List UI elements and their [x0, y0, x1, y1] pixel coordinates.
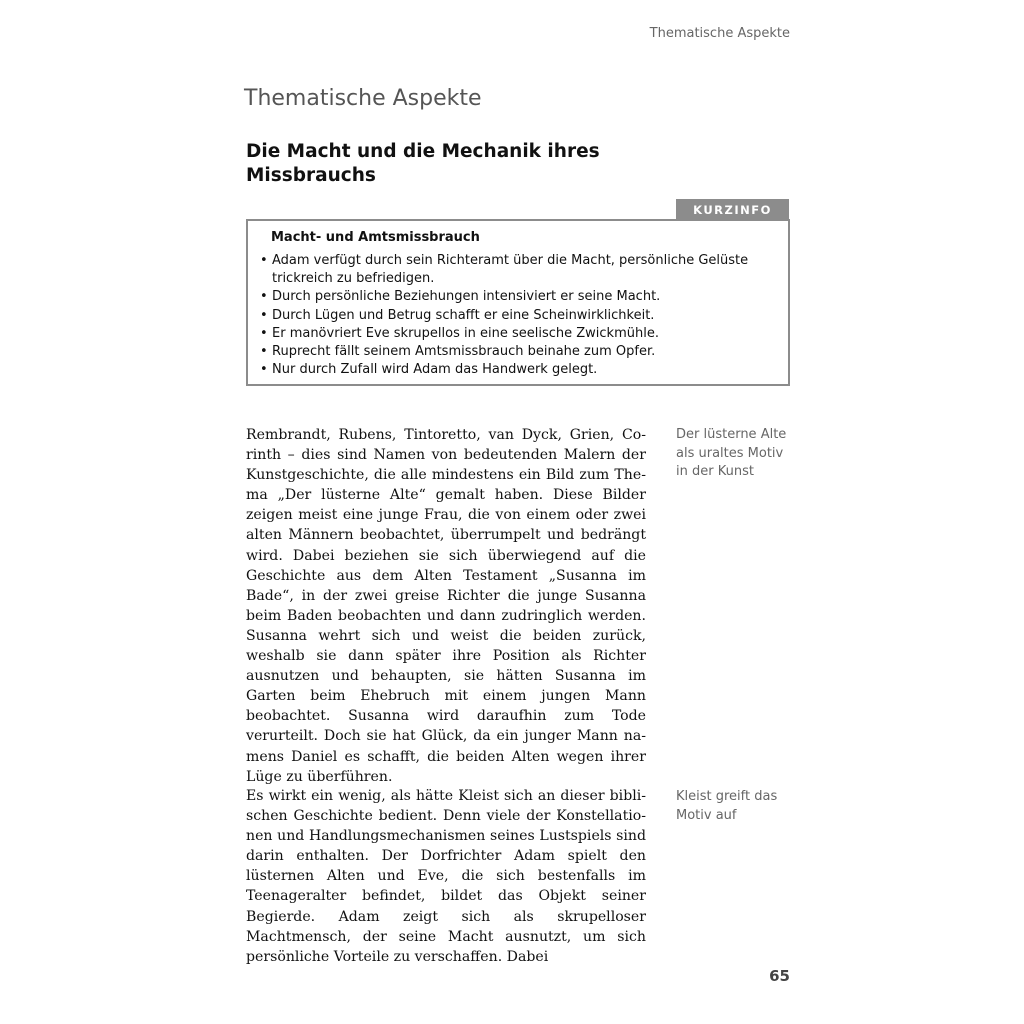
kurzinfo-tag: KURZINFO — [676, 199, 789, 220]
body-paragraph-2: Es wirkt ein wenig, als hätte Kleist sich an dieser biblischen Geschichte bedient. Denn viele der Konstellationen und Handlungsmechanismen seines Lustspiels sind darin enthalten. Der Dorfrichter Adam spielt den lüsternen Alten und Eve, die sich bestenfalls im Teenageralter befindet, bildet das Objekt seiner Begierde. Adam zeigt sich als skrupelloser Machtmensch, der seine Macht ausnutzt, um sich persönliche Vorteile zu verschaffen. Dabei — [246, 788, 646, 965]
kurzinfo-list — [258, 252, 768, 379]
kurzinfo-heading: Macht- und Amtsmissbrauch — [271, 230, 480, 245]
kurzinfo-box — [246, 219, 790, 386]
list-item: • Nur durch Zufall wird Adam das Handwerk gelegt. — [258, 361, 768, 379]
list-item: • Durch persönliche Beziehungen intensiviert er seine Macht. — [258, 288, 768, 306]
list-item: • Er manövriert Eve skrupellos in eine seelische Zwickmühle. — [258, 325, 768, 343]
running-head: Thematische Aspekte — [649, 26, 790, 41]
body-paragraph-1: Rembrandt, Rubens, Tintoretto, van Dyck, Grien, Corinth – dies sind Namen von bedeutenden Malern der Kunstgeschichte, die alle mindestens ein Bild zum Thema „Der lüsterne Alte“ gemalt haben. Diese Bilder zeigen meist eine junge Frau, die von einem oder zwei alten Männern beobachtet, überrumpelt und bedrängt wird. Dabei beziehen sie sich überwiegend auf die Geschichte aus dem Alten Testament „Susanna im Bade“, in der zwei greise Richter die junge Susanna beim Baden beobachten und dann zudringlich werden. Susanna wehrt sich und weist die beiden zurück, weshalb sie dann später ihre Position als Richter ausnutzen und behaupten, sie hätten Susanna im Garten beim Ehebruch mit einem jungen Mann beobachtet. Susanna wird daraufhin zum Tode verurteilt. Doch sie hat Glück, da ein junger Mann namens Daniel es schafft, die beiden Alten wegen ihrer Lüge zu überführen. — [246, 427, 646, 785]
list-item: • Durch Lügen und Betrug schafft er eine Scheinwirklichkeit. — [258, 307, 768, 325]
list-item: • Adam verfügt durch sein Richteramt über die Macht, persönliche Gelüste trickreich zu befriedigen. — [258, 252, 768, 288]
page-number: 65 — [769, 967, 790, 985]
margin-note-2: Kleist greift das Motiv auf — [676, 789, 778, 823]
section-title: Thematische Aspekte — [244, 86, 482, 111]
chapter-title: Die Macht und die Mechanik ihres Missbrauchs — [246, 141, 600, 186]
list-item: • Ruprecht fällt seinem Amtsmissbrauch beinahe zum Opfer. — [258, 343, 768, 361]
margin-note-1: Der lüsterne Alte als uraltes Motiv in der Kunst — [676, 427, 787, 479]
